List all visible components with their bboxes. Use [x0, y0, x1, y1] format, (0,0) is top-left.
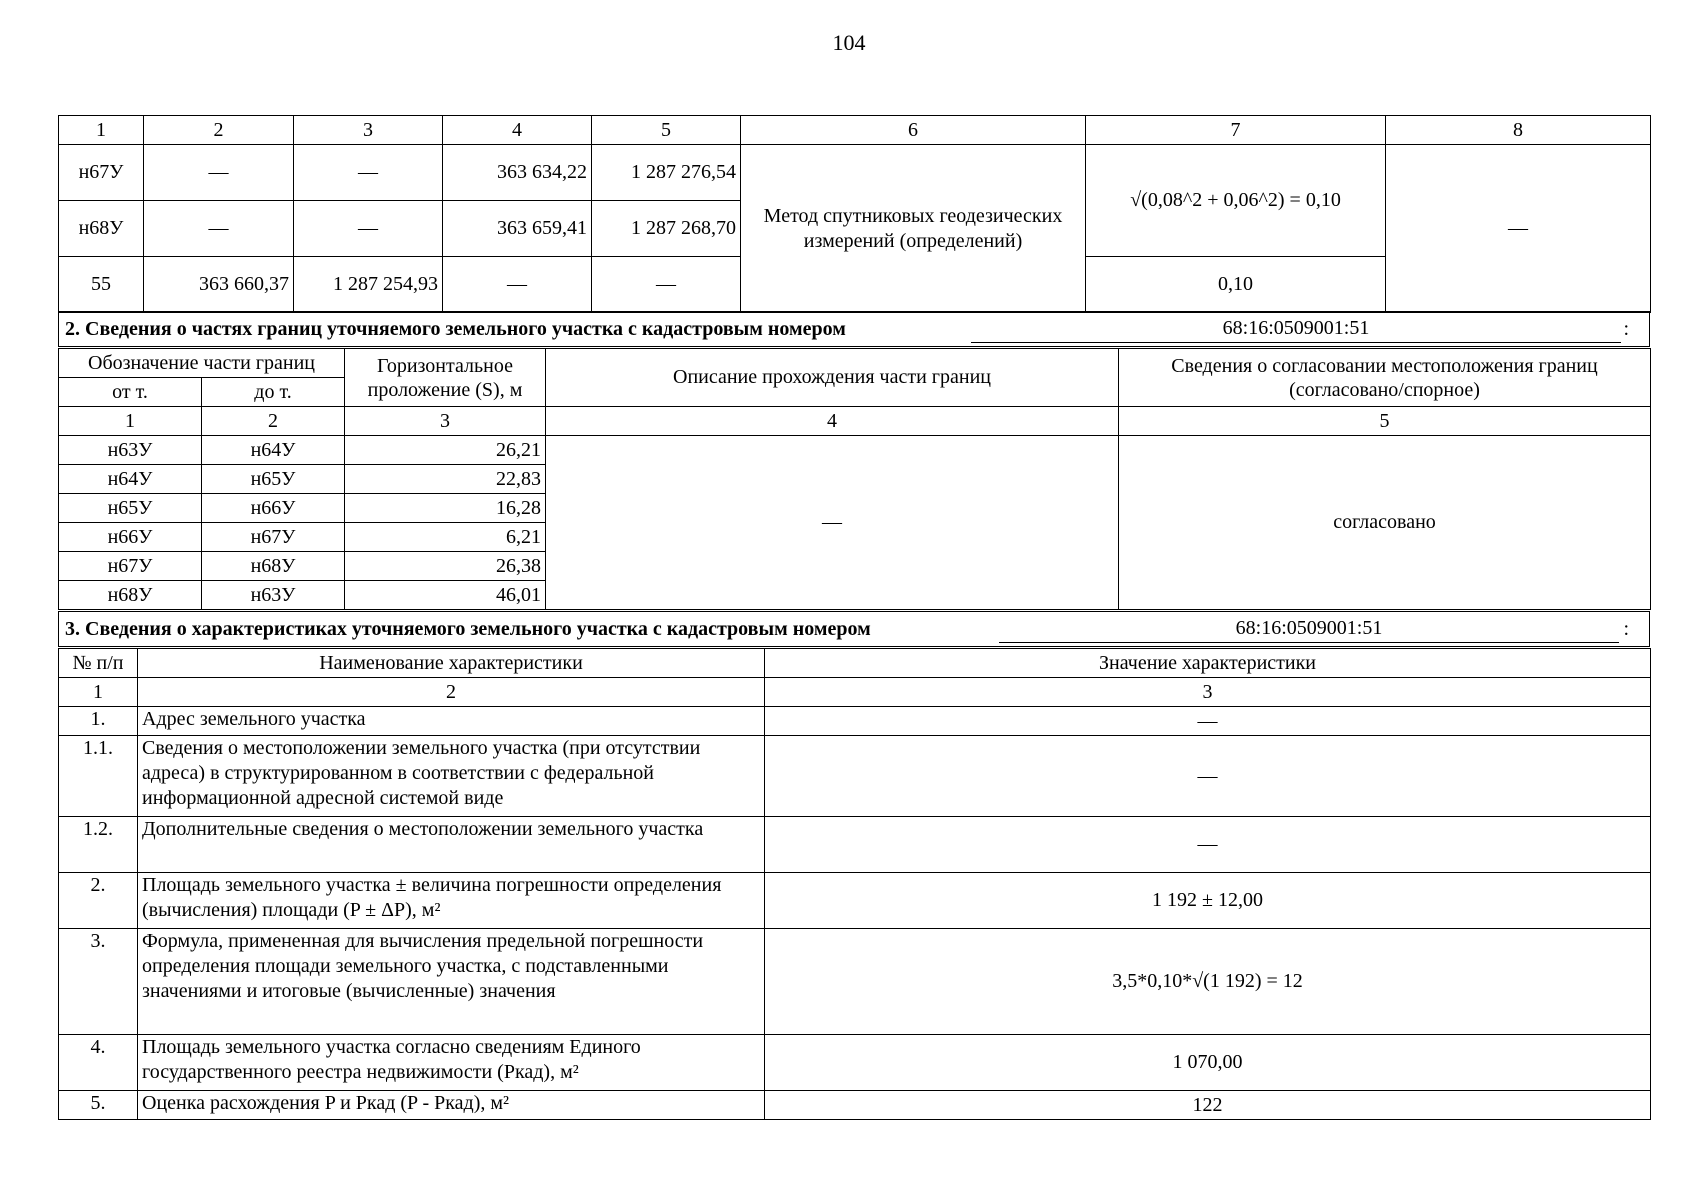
row-number: 2.: [59, 873, 138, 929]
horizontal-distance: 22,83: [345, 465, 546, 494]
method-cell: Метод спутниковых геодезических измерений (определений): [741, 145, 1086, 313]
from-point: н66У: [59, 523, 202, 552]
section-3-heading: [58, 611, 1650, 647]
from-point: н63У: [59, 436, 202, 465]
section-3-colon: :: [1623, 618, 1629, 640]
characteristic-name: Площадь земельного участка согласно сведениям Единого государственного реестра недвижимости (Ркад), м²: [138, 1035, 765, 1091]
accuracy-value: 0,10: [1086, 257, 1386, 313]
new-x: 363 634,22: [443, 145, 592, 201]
characteristic-name: Площадь земельного участка ± величина погрешности определения (вычисления) площади (P ± ΔP), м²: [138, 873, 765, 929]
horizontal-distance: 26,21: [345, 436, 546, 465]
characteristic-name: Адрес земельного участка: [138, 707, 765, 736]
agreement-cell: согласовано: [1119, 436, 1651, 610]
col-num: 4: [443, 116, 592, 145]
table-row: [59, 1091, 1651, 1120]
new-x: —: [443, 257, 592, 313]
characteristic-value: —: [765, 736, 1651, 817]
horizontal-distance: 26,38: [345, 552, 546, 581]
col-num: 3: [294, 116, 443, 145]
col-num: 2: [138, 678, 765, 707]
characteristic-value: 122: [765, 1091, 1651, 1120]
from-point: н65У: [59, 494, 202, 523]
row-number: 4.: [59, 1035, 138, 1091]
table-row: [59, 145, 1651, 201]
characteristics-table: [58, 648, 1651, 1120]
table-row: [59, 707, 1651, 736]
section-2-heading: [58, 311, 1650, 347]
new-y: —: [592, 257, 741, 313]
to-point: н65У: [202, 465, 345, 494]
column-numbers-row: [59, 678, 1651, 707]
header-from: от т.: [59, 378, 202, 407]
header-name: Наименование характеристики: [138, 649, 765, 678]
characteristic-name: Оценка расхождения P и Ркад (P - Ркад), м²: [138, 1091, 765, 1120]
section-2-cadastral-number: 68:16:0509001:51: [971, 314, 1621, 343]
new-y: 1 287 276,54: [592, 145, 741, 201]
row-number: 1.2.: [59, 817, 138, 873]
old-y: —: [294, 145, 443, 201]
old-x: —: [144, 145, 294, 201]
header-horizontal: Горизонтальное проложение (S), м: [345, 349, 546, 407]
page-number: 104: [832, 30, 866, 55]
col-num: 1: [59, 678, 138, 707]
boundary-parts-table: [58, 348, 1651, 610]
col-num: 6: [741, 116, 1086, 145]
column-numbers-row: [59, 407, 1651, 436]
col-num: 8: [1386, 116, 1651, 145]
characteristic-name: Дополнительные сведения о местоположении земельного участка: [138, 817, 765, 873]
new-y: 1 287 268,70: [592, 201, 741, 257]
characteristic-value: —: [765, 817, 1651, 873]
table-row: [59, 1035, 1651, 1091]
to-point: н67У: [202, 523, 345, 552]
old-x: —: [144, 201, 294, 257]
table-row: [59, 873, 1651, 929]
characteristic-value: —: [765, 707, 1651, 736]
characteristic-value: 3,5*0,10*√(1 192) = 12: [765, 929, 1651, 1035]
characteristic-value: 1 192 ± 12,00: [765, 873, 1651, 929]
header-description: Описание прохождения части границ: [546, 349, 1119, 407]
header-num: № п/п: [59, 649, 138, 678]
header-to: до т.: [202, 378, 345, 407]
point-name: 55: [59, 257, 144, 313]
to-point: н64У: [202, 436, 345, 465]
section-3-title: 3. Сведения о характеристиках уточняемого земельного участка с кадастровым номером: [65, 618, 871, 640]
col-num: 2: [202, 407, 345, 436]
row-number: 5.: [59, 1091, 138, 1120]
accuracy-formula: √(0,08^2 + 0,06^2) = 0,10: [1086, 145, 1386, 257]
section-3-cadastral-number: 68:16:0509001:51: [999, 614, 1619, 643]
col-num: 1: [59, 116, 144, 145]
header-agreement: Сведения о согласовании местоположения границ (согласовано/спорное): [1119, 349, 1651, 407]
col-num: 3: [345, 407, 546, 436]
col-num: 3: [765, 678, 1651, 707]
old-y: 1 287 254,93: [294, 257, 443, 313]
row-number: 3.: [59, 929, 138, 1035]
col-num: 5: [592, 116, 741, 145]
description-cell: —: [546, 436, 1119, 610]
horizontal-distance: 16,28: [345, 494, 546, 523]
from-point: н68У: [59, 581, 202, 610]
horizontal-distance: 46,01: [345, 581, 546, 610]
old-x: 363 660,37: [144, 257, 294, 313]
table-row: [59, 436, 1651, 465]
col-num: 5: [1119, 407, 1651, 436]
col-num: 7: [1086, 116, 1386, 145]
row-number: 1.1.: [59, 736, 138, 817]
table-row: [59, 929, 1651, 1035]
point-name: н67У: [59, 145, 144, 201]
header-value: Значение характеристики: [765, 649, 1651, 678]
to-point: н68У: [202, 552, 345, 581]
from-point: н64У: [59, 465, 202, 494]
col8-value: —: [1386, 145, 1651, 313]
characteristic-name: Формула, примененная для вычисления предельной погрешности определения площади земельного участка, с подставленными значениями и итоговые (вычисленные) значения: [138, 929, 765, 1035]
to-point: н66У: [202, 494, 345, 523]
row-number: 1.: [59, 707, 138, 736]
point-name: н68У: [59, 201, 144, 257]
to-point: н63У: [202, 581, 345, 610]
column-numbers-row: [59, 116, 1651, 145]
characteristic-name: Сведения о местоположении земельного участка (при отсутствии адреса) в структурированном в соответствии с федеральной информационной адресной системой виде: [138, 736, 765, 817]
new-x: 363 659,41: [443, 201, 592, 257]
col-num: 2: [144, 116, 294, 145]
col-num: 4: [546, 407, 1119, 436]
characteristic-value: 1 070,00: [765, 1035, 1651, 1091]
header-designation: Обозначение части границ: [59, 349, 345, 378]
col-num: 1: [59, 407, 202, 436]
table-row: [59, 736, 1651, 817]
old-y: —: [294, 201, 443, 257]
section-2-colon: :: [1623, 318, 1629, 340]
horizontal-distance: 6,21: [345, 523, 546, 552]
from-point: н67У: [59, 552, 202, 581]
table-row: [59, 817, 1651, 873]
coordinates-table: [58, 115, 1651, 313]
section-2-title: 2. Сведения о частях границ уточняемого земельного участка с кадастровым номером: [65, 318, 846, 340]
